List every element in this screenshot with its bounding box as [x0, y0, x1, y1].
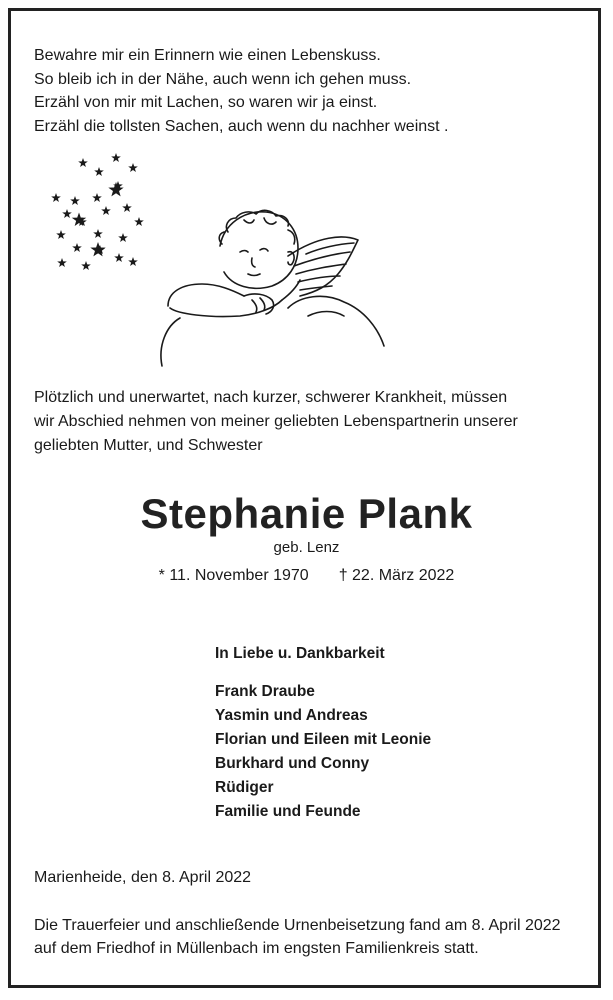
birth-date: * 11. November 1970 — [158, 567, 309, 584]
poem — [34, 44, 594, 138]
deceased-name: Stephanie Plank — [140, 490, 473, 537]
poem-line: Bewahre mir ein Erinnern wie einen Lebenskuss. — [34, 47, 381, 64]
mourner-name: Burkhard und Conny — [215, 755, 370, 772]
intro-text — [34, 386, 594, 458]
poem-line: Erzähl von mir mit Lachen, so waren wir ja einst. — [34, 94, 378, 111]
cherub-angel-icon — [148, 196, 428, 368]
intro-line: Plötzlich und unerwartet, nach kurzer, schwerer Krankheit, müssen — [34, 389, 508, 406]
stars-icon — [40, 150, 160, 280]
funeral-notice — [34, 914, 604, 960]
mourner-name: Familie und Feunde — [215, 803, 361, 820]
mourners-list — [215, 642, 431, 824]
birth-name: geb. Lenz — [273, 539, 340, 556]
mourner-name: Yasmin und Andreas — [215, 707, 368, 724]
funeral-line: Die Trauerfeier und anschließende Urnenbeisetzung fand am 8. April 2022 — [34, 917, 561, 934]
intro-line: wir Abschied nehmen von meiner geliebten Lebenspartnerin unserer — [34, 413, 518, 430]
place-and-date: Marienheide, den 8. April 2022 — [34, 869, 252, 886]
mourner-name: Rüdiger — [215, 779, 274, 796]
mourner-name: Florian und Eileen mit Leonie — [215, 731, 432, 748]
mourner-name: Frank Draube — [215, 683, 315, 700]
poem-line: So bleib ich in der Nähe, auch wenn ich gehen muss. — [34, 70, 412, 88]
mourners-heading: In Liebe u. Dankbarkeit — [215, 645, 385, 662]
funeral-line: auf dem Friedhof in Müllenbach im engsten Familienkreis statt. — [34, 940, 479, 957]
life-dates — [0, 567, 613, 585]
intro-line: geliebten Mutter, und Schwester — [34, 437, 263, 454]
poem-line: Erzähl die tollsten Sachen, auch wenn du nachher weinst . — [34, 117, 449, 135]
death-date: † 22. März 2022 — [338, 567, 455, 584]
